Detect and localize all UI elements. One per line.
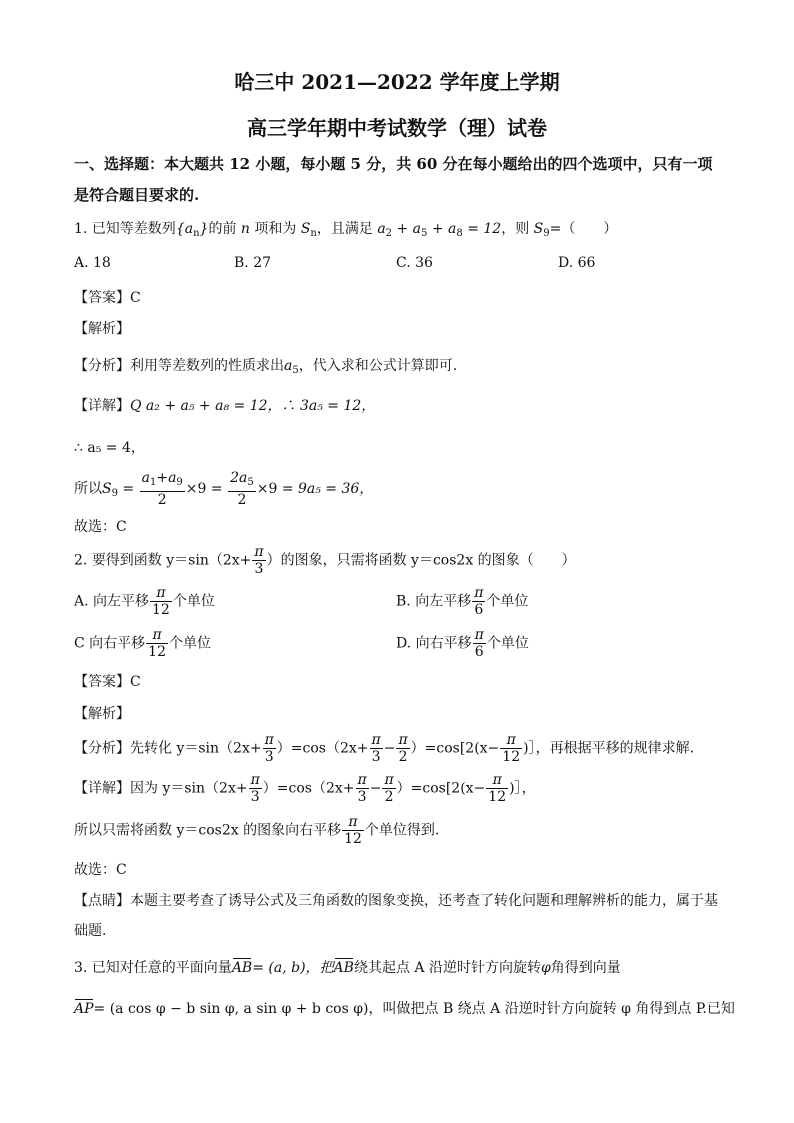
page-subtitle: 高三学年期中考试数学（理）试卷 <box>247 116 547 140</box>
q1-text-d: ，且满足 <box>316 221 373 237</box>
q1-analysis-label: 【解析】 <box>74 321 130 337</box>
q1-option-a: A. 18 <box>74 255 111 271</box>
vector-ab-2: AB <box>333 960 354 976</box>
q2-fenxi: 【分析】先转化 y＝sin（2x+ $\frac{\pi}{3}$ ）=cos（2x+ $\frac{\pi}{3}$ − $\frac{\pi}{2}$ ）=cos[2(x− $\frac{\pi}{12}$ )］，再根据平移的规律求解. <box>74 732 695 765</box>
vector-ab: AB <box>231 960 253 976</box>
q1-text-f: =（ ） <box>549 221 618 237</box>
q1-text-b: 的前 <box>208 221 237 237</box>
page-title: 哈三中 2021—2022 学年度上学期 <box>234 70 560 94</box>
q1-option-c: C. 36 <box>396 255 433 271</box>
q2-option-a: A. 向左平移 $\frac{\pi}{12}$ 个单位 <box>74 585 215 618</box>
q1-stem: 1. 已知等差数列$\{a_n\}$的前 n 项和为 $S_n$，且满足 $a_2 + a_5 + a_8 = 12$，则 $S_9=$（ ） <box>74 221 618 239</box>
q1-number: 1. <box>74 221 88 237</box>
q1-detail-line3: 所以$S_9$ = $\frac{a_1+a_9}{2}$ ×9 = $\frac{2a_5}{2}$ ×9 = 9a₅ = 36， <box>74 470 374 508</box>
q1-detail-line2: ∴ a₅ = 4， <box>74 440 145 456</box>
q2-answer: 【答案】C <box>74 674 141 690</box>
section-heading-line1: 一、选择题：本大题共 12 小题，每小题 5 分，共 60 分在每小题给出的四个选项中，只有一项 <box>74 155 713 173</box>
q2-detail: 【详解】因为 y＝sin（2x+ $\frac{\pi}{3}$ ）=cos（2x+ $\frac{\pi}{3}$ − $\frac{\pi}{2}$ ）=cos[2(x− $\frac{\pi}{12}$ )］， <box>74 772 536 805</box>
q3-line1: 3. 已知对任意的平面向量AB= (a, b)，把AB绕其起点 A 沿逆时针方向旋转φ角得到向量 <box>74 960 621 976</box>
q2-analysis-label: 【解析】 <box>74 706 130 722</box>
q2-stem: 2. 要得到函数 y＝sin（2x+ $\frac{\pi}{3}$ ）的图象，只需将函数 y＝cos2x 的图象（ ） <box>74 544 576 577</box>
q2-dianjing-line1: 【点睛】本题主要考查了诱导公式及三角函数的图象变换，还考查了转化问题和理解辨析的能力，属于基 <box>74 893 718 909</box>
q1-detail-line1: 【详解】Q a₂ + a₅ + a₈ = 12，∴ 3a₅ = 12， <box>74 398 376 414</box>
q1-option-b: B. 27 <box>234 255 272 271</box>
q1-text-c: 项和为 <box>254 221 297 237</box>
q2-conclusion: 故选：C <box>74 862 127 878</box>
q2-option-b: B. 向左平移 $\frac{\pi}{6}$ 个单位 <box>396 585 529 618</box>
q2-detail-line3: 所以只需将函数 y＝cos2x 的图象向右平移 $\frac{\pi}{12}$ 个单位得到. <box>74 814 440 847</box>
q3-line2: AP= (a cos φ − b sin φ, a sin φ + b cos φ)，叫做把点 B 绕点 A 沿逆时针方向旋转 φ 角得到点 P.已知 <box>74 1001 735 1017</box>
q1-fenxi: 【分析】利用等差数列的性质求出$a_5$，代入求和公式计算即可. <box>74 358 458 376</box>
q1-text-a: 已知等差数列 <box>91 221 176 237</box>
section-heading-line2: 是符合题目要求的. <box>74 186 200 204</box>
q1-answer: 【答案】C <box>74 290 141 306</box>
q2-option-d: D. 向右平移 $\frac{\pi}{6}$ 个单位 <box>396 627 529 660</box>
q2-dianjing-line2: 础题. <box>74 923 107 939</box>
q1-conclusion: 故选：C <box>74 519 127 535</box>
q1-option-d: D. 66 <box>558 255 596 271</box>
vector-ap: AP <box>74 1001 94 1017</box>
q2-option-c: C 向右平移 $\frac{\pi}{12}$ 个单位 <box>74 627 211 660</box>
q1-text-e: ，则 <box>501 221 530 237</box>
